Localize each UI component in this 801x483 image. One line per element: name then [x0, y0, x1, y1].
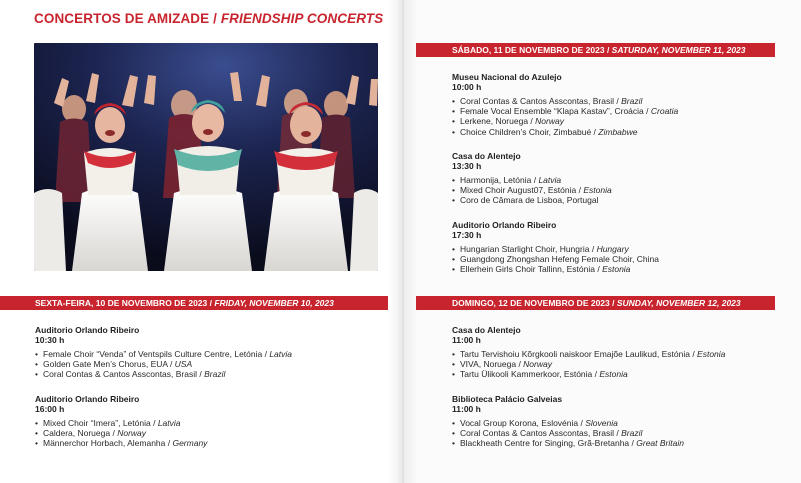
choir-item: • VIVA, Noruega / Norway — [452, 359, 552, 370]
session-sat-2 — [452, 151, 612, 206]
venue-name: Casa do Alentejo — [452, 325, 521, 335]
session-sun-1 — [452, 325, 725, 380]
session-time: 11:00 h — [452, 404, 481, 414]
session-time: 10:30 h — [35, 335, 65, 345]
session-sat-1 — [452, 72, 678, 137]
choir-item: • Caldera, Noruega / Norway — [35, 428, 147, 439]
choir-item: • Choice Children’s Choir, Zimbabué / Zimbabwe — [452, 126, 638, 137]
choir-item: • Mixed Choir “Imera”, Letónia / Latvia — [35, 418, 181, 428]
choir-item: • Coral Contas & Cantos Asscontas, Brasil / Brazil — [35, 369, 226, 380]
session-fri-1 — [35, 325, 292, 380]
session-sun-2 — [452, 394, 684, 449]
choir-item: • Vocal Group Korona, Eslovénia / Slovenia — [452, 418, 618, 428]
choir-item: • Tartu Tervishoiu Kõrgkooli naiskoor Emajõe Laulikud, Estónia / Estonia — [452, 349, 726, 359]
day-header-friday: SEXTA-FEIRA, 10 DE NOVEMBRO DE 2023 / FRIDAY, NOVEMBER 10, 2023 — [0, 296, 388, 310]
choir-item: • Golden Gate Men’s Chorus, EUA / USA — [35, 359, 193, 370]
choir-item: • Female Vocal Ensemble “Klapa Kastav”, Croácia / Croatia — [452, 106, 679, 117]
book-gutter — [388, 0, 418, 483]
choir-item: • Harmonija, Letónia / Latvia — [452, 175, 562, 185]
choir-item: • Mixed Choir August07, Estónia / Estonia — [452, 185, 612, 196]
page-title: CONCERTOS DE AMIZADE / FRIENDSHIP CONCERTS — [34, 11, 384, 26]
choir-item: • Coro de Câmara de Lisboa, Portugal — [452, 195, 599, 206]
choir-item: • Blackheath Centre for Singing, Grã-Bretanha / Great Britain — [452, 438, 684, 449]
session-sat-3 — [452, 220, 659, 275]
choir-photo — [34, 43, 378, 271]
choir-item: • Lerkene, Noruega / Norway — [452, 116, 564, 127]
venue-name: Museu Nacional do Azulejo — [452, 72, 562, 82]
venue-name: Auditorio Orlando Ribeiro — [35, 325, 140, 335]
venue-name: Casa do Alentejo — [452, 151, 521, 161]
choir-item: • Ellerhein Girls Choir Tallinn, Estónia / Estonia — [452, 264, 631, 275]
day-header-sunday: DOMINGO, 12 DE NOVEMBRO DE 2023 / SUNDAY, NOVEMBER 12, 2023 — [416, 296, 775, 310]
session-time: 17:30 h — [452, 230, 482, 240]
choir-item: • Guangdong Zhongshan Hefeng Female Choir, China — [452, 254, 659, 265]
session-time: 11:00 h — [452, 335, 481, 345]
venue-name: Biblioteca Palácio Galveias — [452, 394, 563, 404]
choir-item: • Hungarian Starlight Choir, Hungria / Hungary — [452, 244, 629, 254]
session-time: 16:00 h — [35, 404, 65, 414]
choir-item: • Coral Contas & Cantos Asscontas, Brasil / Brazil — [452, 428, 643, 439]
choir-item: • Female Choir “Venda” of Ventspils Culture Centre, Letónia / Latvia — [35, 349, 293, 359]
venue-name: Auditorio Orlando Ribeiro — [35, 394, 140, 404]
session-time: 10:00 h — [452, 82, 482, 92]
choir-item: • Tartu Ülikooli Kammerkoor, Estónia / Estonia — [452, 369, 628, 380]
choir-item: • Männerchor Horbach, Alemanha / Germany — [35, 438, 208, 449]
session-fri-2 — [35, 394, 207, 449]
venue-name: Auditorio Orlando Ribeiro — [452, 220, 557, 230]
day-header-saturday: SÁBADO, 11 DE NOVEMBRO DE 2023 / SATURDAY, NOVEMBER 11, 2023 — [416, 43, 775, 57]
choir-item: • Coral Contas & Cantos Asscontas, Brasil / Brazil — [452, 96, 643, 106]
session-time: 13:30 h — [452, 161, 482, 171]
